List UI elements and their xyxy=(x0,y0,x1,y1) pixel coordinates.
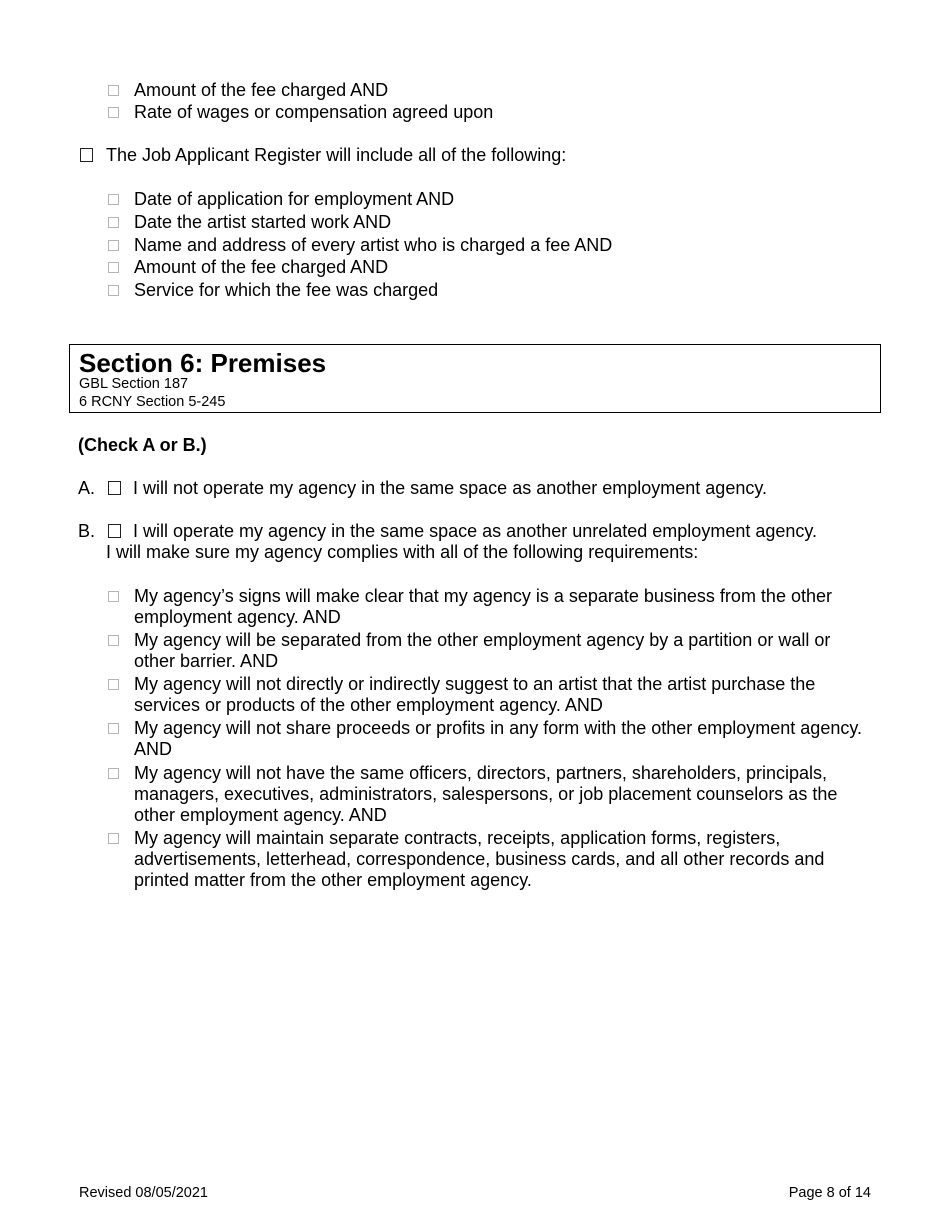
checkbox[interactable] xyxy=(108,679,119,690)
list-item: Name and address of every artist who is charged a fee AND xyxy=(134,235,613,255)
option-a-text: I will not operate my agency in the same space as another employment agency. xyxy=(133,478,768,498)
instruction-text: (Check A or B.) xyxy=(78,435,207,455)
checkbox[interactable] xyxy=(108,833,119,844)
option-b-checkbox[interactable] xyxy=(108,524,121,538)
option-b-text-continued: I will make sure my agency complies with all of the following requirements: xyxy=(106,542,699,562)
requirement-item: My agency will not have the same officers, directors, partners, shareholders, principals, managers, executives, administrators, salespersons, or job placement counselors as the other employment agency. AND xyxy=(134,763,838,825)
checkbox[interactable] xyxy=(108,107,119,118)
requirement-item: My agency will not directly or indirectly suggest to an artist that the artist purchase the services or products of the other employment agency. AND xyxy=(134,674,816,715)
checkbox[interactable] xyxy=(108,591,119,602)
section-header-box xyxy=(69,344,881,413)
list-item: Amount of the fee charged AND xyxy=(134,257,389,277)
list-item: Amount of the fee charged AND xyxy=(134,80,389,100)
checkbox[interactable] xyxy=(108,285,119,296)
checkbox[interactable] xyxy=(108,635,119,646)
option-a-checkbox[interactable] xyxy=(108,481,121,495)
option-a-letter: A. xyxy=(78,478,96,498)
checkbox[interactable] xyxy=(108,262,119,273)
requirement-item: My agency will not share proceeds or profits in any form with the other employment agency. AND xyxy=(134,718,863,759)
job-applicant-register-label: The Job Applicant Register will include all of the following: xyxy=(106,145,567,165)
checkbox[interactable] xyxy=(108,194,119,205)
checkbox[interactable] xyxy=(108,723,119,734)
requirement-item: My agency will be separated from the other employment agency by a partition or wall or other barrier. AND xyxy=(134,630,831,671)
list-item: Rate of wages or compensation agreed upon xyxy=(134,102,494,122)
option-b-text: I will operate my agency in the same space as another unrelated employment agency. xyxy=(133,521,818,541)
list-item: Service for which the fee was charged xyxy=(134,280,439,300)
checkbox[interactable] xyxy=(108,85,119,96)
checkbox[interactable] xyxy=(108,217,119,228)
requirement-item: My agency’s signs will make clear that my agency is a separate business from the other employment agency. AND xyxy=(134,586,832,627)
checkbox[interactable] xyxy=(108,240,119,251)
section-reference: 6 RCNY Section 5-245 xyxy=(79,394,226,410)
checkbox[interactable] xyxy=(108,768,119,779)
option-b-letter: B. xyxy=(78,521,96,541)
revised-date: Revised 08/05/2021 xyxy=(79,1185,208,1201)
page-number: Page 8 of 14 xyxy=(788,1185,871,1201)
list-item: Date the artist started work AND xyxy=(134,212,392,232)
list-item: Date of application for employment AND xyxy=(134,189,455,209)
section-title: Section 6: Premises xyxy=(79,348,327,378)
job-applicant-register-checkbox[interactable] xyxy=(80,148,93,162)
section-reference: GBL Section 187 xyxy=(79,376,189,392)
requirement-item: My agency will maintain separate contracts, receipts, application forms, registers, advertisements, letterhead, correspondence, business cards, and all other records and printed matter from the other employment agency. xyxy=(134,828,825,890)
